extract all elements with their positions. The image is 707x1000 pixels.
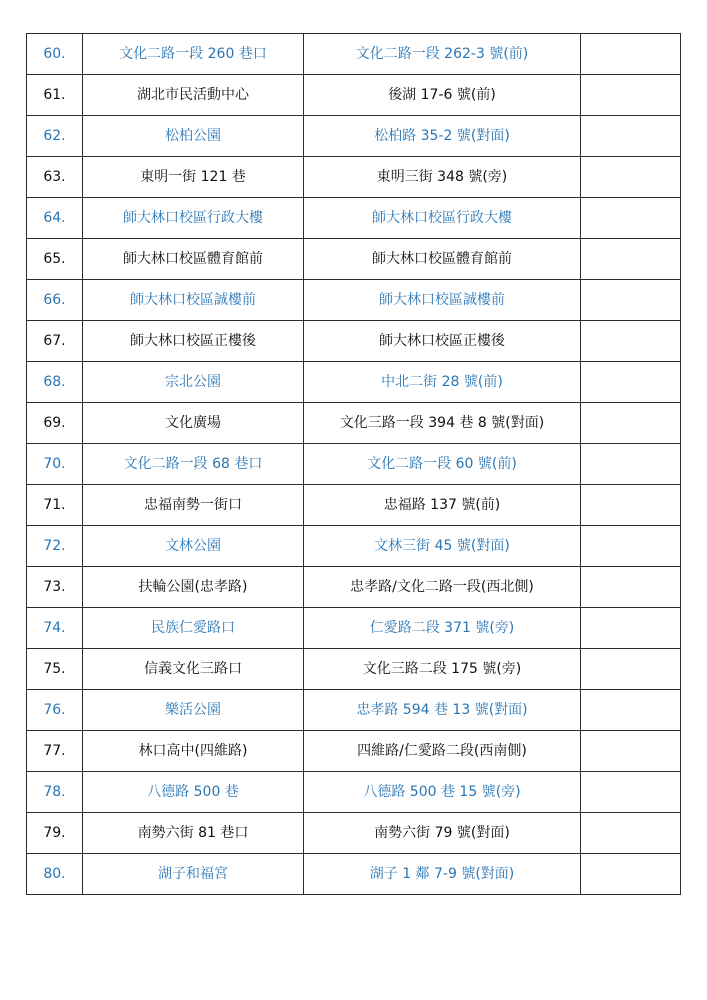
stop-location: 文化二路一段 262-3 號(前) <box>304 34 581 75</box>
stop-name: 湖子和福宮 <box>83 854 304 895</box>
row-number: 78. <box>27 772 83 813</box>
table-row <box>27 157 681 198</box>
stop-location: 師大林口校區行政大樓 <box>304 198 581 239</box>
stop-note <box>581 813 681 854</box>
stop-name: 林口高中(四維路) <box>83 731 304 772</box>
stop-location: 八德路 500 巷 15 號(旁) <box>304 772 581 813</box>
table-row <box>27 608 681 649</box>
stop-name: 文化二路一段 260 巷口 <box>83 34 304 75</box>
table-row <box>27 813 681 854</box>
row-number: 80. <box>27 854 83 895</box>
stop-name: 宗北公園 <box>83 362 304 403</box>
stop-note <box>581 567 681 608</box>
table-row <box>27 321 681 362</box>
table-row <box>27 75 681 116</box>
table-row <box>27 362 681 403</box>
stop-location: 忠福路 137 號(前) <box>304 485 581 526</box>
row-number: 66. <box>27 280 83 321</box>
stop-location: 仁愛路二段 371 號(旁) <box>304 608 581 649</box>
stop-note <box>581 772 681 813</box>
stop-location: 師大林口校區體育館前 <box>304 239 581 280</box>
stop-note <box>581 75 681 116</box>
stop-name: 東明一街 121 巷 <box>83 157 304 198</box>
table-row <box>27 567 681 608</box>
stop-name: 師大林口校區正樓後 <box>83 321 304 362</box>
stop-note <box>581 362 681 403</box>
row-number: 63. <box>27 157 83 198</box>
stop-location: 文林三街 45 號(對面) <box>304 526 581 567</box>
stop-note <box>581 116 681 157</box>
row-number: 71. <box>27 485 83 526</box>
stop-location: 忠孝路 594 巷 13 號(對面) <box>304 690 581 731</box>
table-row <box>27 731 681 772</box>
row-number: 68. <box>27 362 83 403</box>
stop-name: 扶輪公園(忠孝路) <box>83 567 304 608</box>
row-number: 70. <box>27 444 83 485</box>
row-number: 60. <box>27 34 83 75</box>
stop-note <box>581 526 681 567</box>
stop-note <box>581 280 681 321</box>
table-row <box>27 690 681 731</box>
stop-note <box>581 34 681 75</box>
stop-name: 南勢六街 81 巷口 <box>83 813 304 854</box>
stop-name: 樂活公園 <box>83 690 304 731</box>
row-number: 62. <box>27 116 83 157</box>
stop-name: 文林公園 <box>83 526 304 567</box>
row-number: 74. <box>27 608 83 649</box>
table-row <box>27 34 681 75</box>
stop-location: 南勢六街 79 號(對面) <box>304 813 581 854</box>
row-number: 76. <box>27 690 83 731</box>
table-row <box>27 649 681 690</box>
stop-location: 文化二路一段 60 號(前) <box>304 444 581 485</box>
stop-name: 信義文化三路口 <box>83 649 304 690</box>
stop-location: 忠孝路/文化二路一段(西北側) <box>304 567 581 608</box>
stop-location: 中北二街 28 號(前) <box>304 362 581 403</box>
row-number: 61. <box>27 75 83 116</box>
stop-location: 文化三路二段 175 號(旁) <box>304 649 581 690</box>
row-number: 64. <box>27 198 83 239</box>
table-row <box>27 772 681 813</box>
row-number: 67. <box>27 321 83 362</box>
table-row <box>27 280 681 321</box>
stops-table-body <box>27 34 681 895</box>
stop-name: 忠福南勢一街口 <box>83 485 304 526</box>
stop-note <box>581 444 681 485</box>
stop-name: 八德路 500 巷 <box>83 772 304 813</box>
stop-location: 後湖 17-6 號(前) <box>304 75 581 116</box>
stops-table <box>26 33 681 895</box>
table-row <box>27 444 681 485</box>
row-number: 72. <box>27 526 83 567</box>
stop-note <box>581 239 681 280</box>
table-row <box>27 485 681 526</box>
stop-location: 四維路/仁愛路二段(西南側) <box>304 731 581 772</box>
stop-note <box>581 649 681 690</box>
table-row <box>27 403 681 444</box>
stop-name: 松柏公園 <box>83 116 304 157</box>
stop-note <box>581 157 681 198</box>
stop-note <box>581 690 681 731</box>
stop-name: 文化廣場 <box>83 403 304 444</box>
row-number: 69. <box>27 403 83 444</box>
stop-note <box>581 854 681 895</box>
table-row <box>27 116 681 157</box>
stop-location: 東明三街 348 號(旁) <box>304 157 581 198</box>
stop-location: 湖子 1 鄰 7-9 號(對面) <box>304 854 581 895</box>
stop-name: 師大林口校區誠樓前 <box>83 280 304 321</box>
stop-name: 湖北市民活動中心 <box>83 75 304 116</box>
stop-note <box>581 403 681 444</box>
row-number: 77. <box>27 731 83 772</box>
row-number: 73. <box>27 567 83 608</box>
stop-name: 師大林口校區體育館前 <box>83 239 304 280</box>
stop-name: 文化二路一段 68 巷口 <box>83 444 304 485</box>
stop-name: 師大林口校區行政大樓 <box>83 198 304 239</box>
stop-location: 松柏路 35-2 號(對面) <box>304 116 581 157</box>
stop-location: 師大林口校區誠樓前 <box>304 280 581 321</box>
row-number: 75. <box>27 649 83 690</box>
stop-note <box>581 198 681 239</box>
row-number: 79. <box>27 813 83 854</box>
stop-note <box>581 321 681 362</box>
stop-note <box>581 485 681 526</box>
stop-note <box>581 731 681 772</box>
stop-location: 師大林口校區正樓後 <box>304 321 581 362</box>
table-row <box>27 239 681 280</box>
stop-location: 文化三路一段 394 巷 8 號(對面) <box>304 403 581 444</box>
table-row <box>27 198 681 239</box>
table-row <box>27 854 681 895</box>
stop-note <box>581 608 681 649</box>
stop-name: 民族仁愛路口 <box>83 608 304 649</box>
table-row <box>27 526 681 567</box>
row-number: 65. <box>27 239 83 280</box>
